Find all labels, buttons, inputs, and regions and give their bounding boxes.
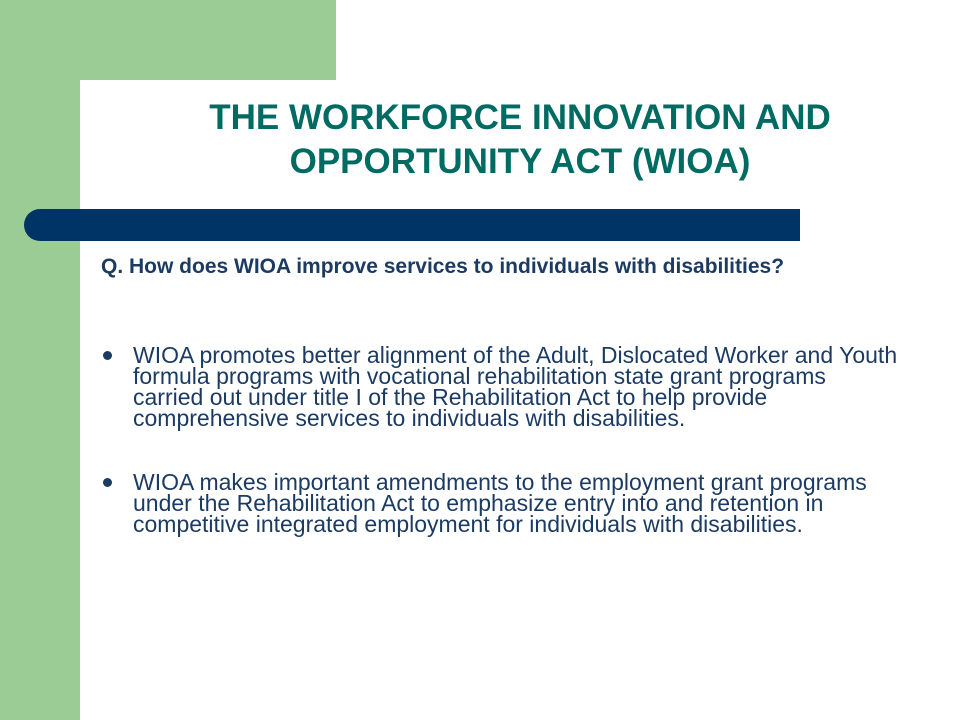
decorative-green-block	[80, 0, 336, 80]
question-text: Q. How does WIOA improve services to individuals with disabilities?	[101, 255, 785, 278]
bullet-item	[100, 342, 900, 431]
bullet-text: WIOA makes important amendments to the employment grant programs under the Rehabilitation Act to emphasize entry into and retention in competitive integrated employment for individuals with disabilities.	[133, 469, 867, 537]
bullet-list	[100, 342, 900, 578]
decorative-green-strip	[0, 0, 80, 720]
bullet-text: WIOA promotes better alignment of the Adult, Dislocated Worker and Youth formula programs with vocational rehabilitation state grant programs carried out under title I of the Rehabilitation Act to help provide comprehensive services to individuals with disabilities.	[133, 342, 898, 431]
slide-title-line-2: OPPORTUNITY ACT (WIOA)	[289, 142, 751, 181]
slide-title	[80, 96, 960, 184]
bullet-item	[100, 469, 900, 537]
slide-title-line-1: THE WORKFORCE INNOVATION AND	[209, 98, 831, 137]
bullet-dot-icon	[103, 351, 112, 360]
title-underline-bar	[24, 209, 800, 241]
bullet-dot-icon	[103, 478, 112, 487]
